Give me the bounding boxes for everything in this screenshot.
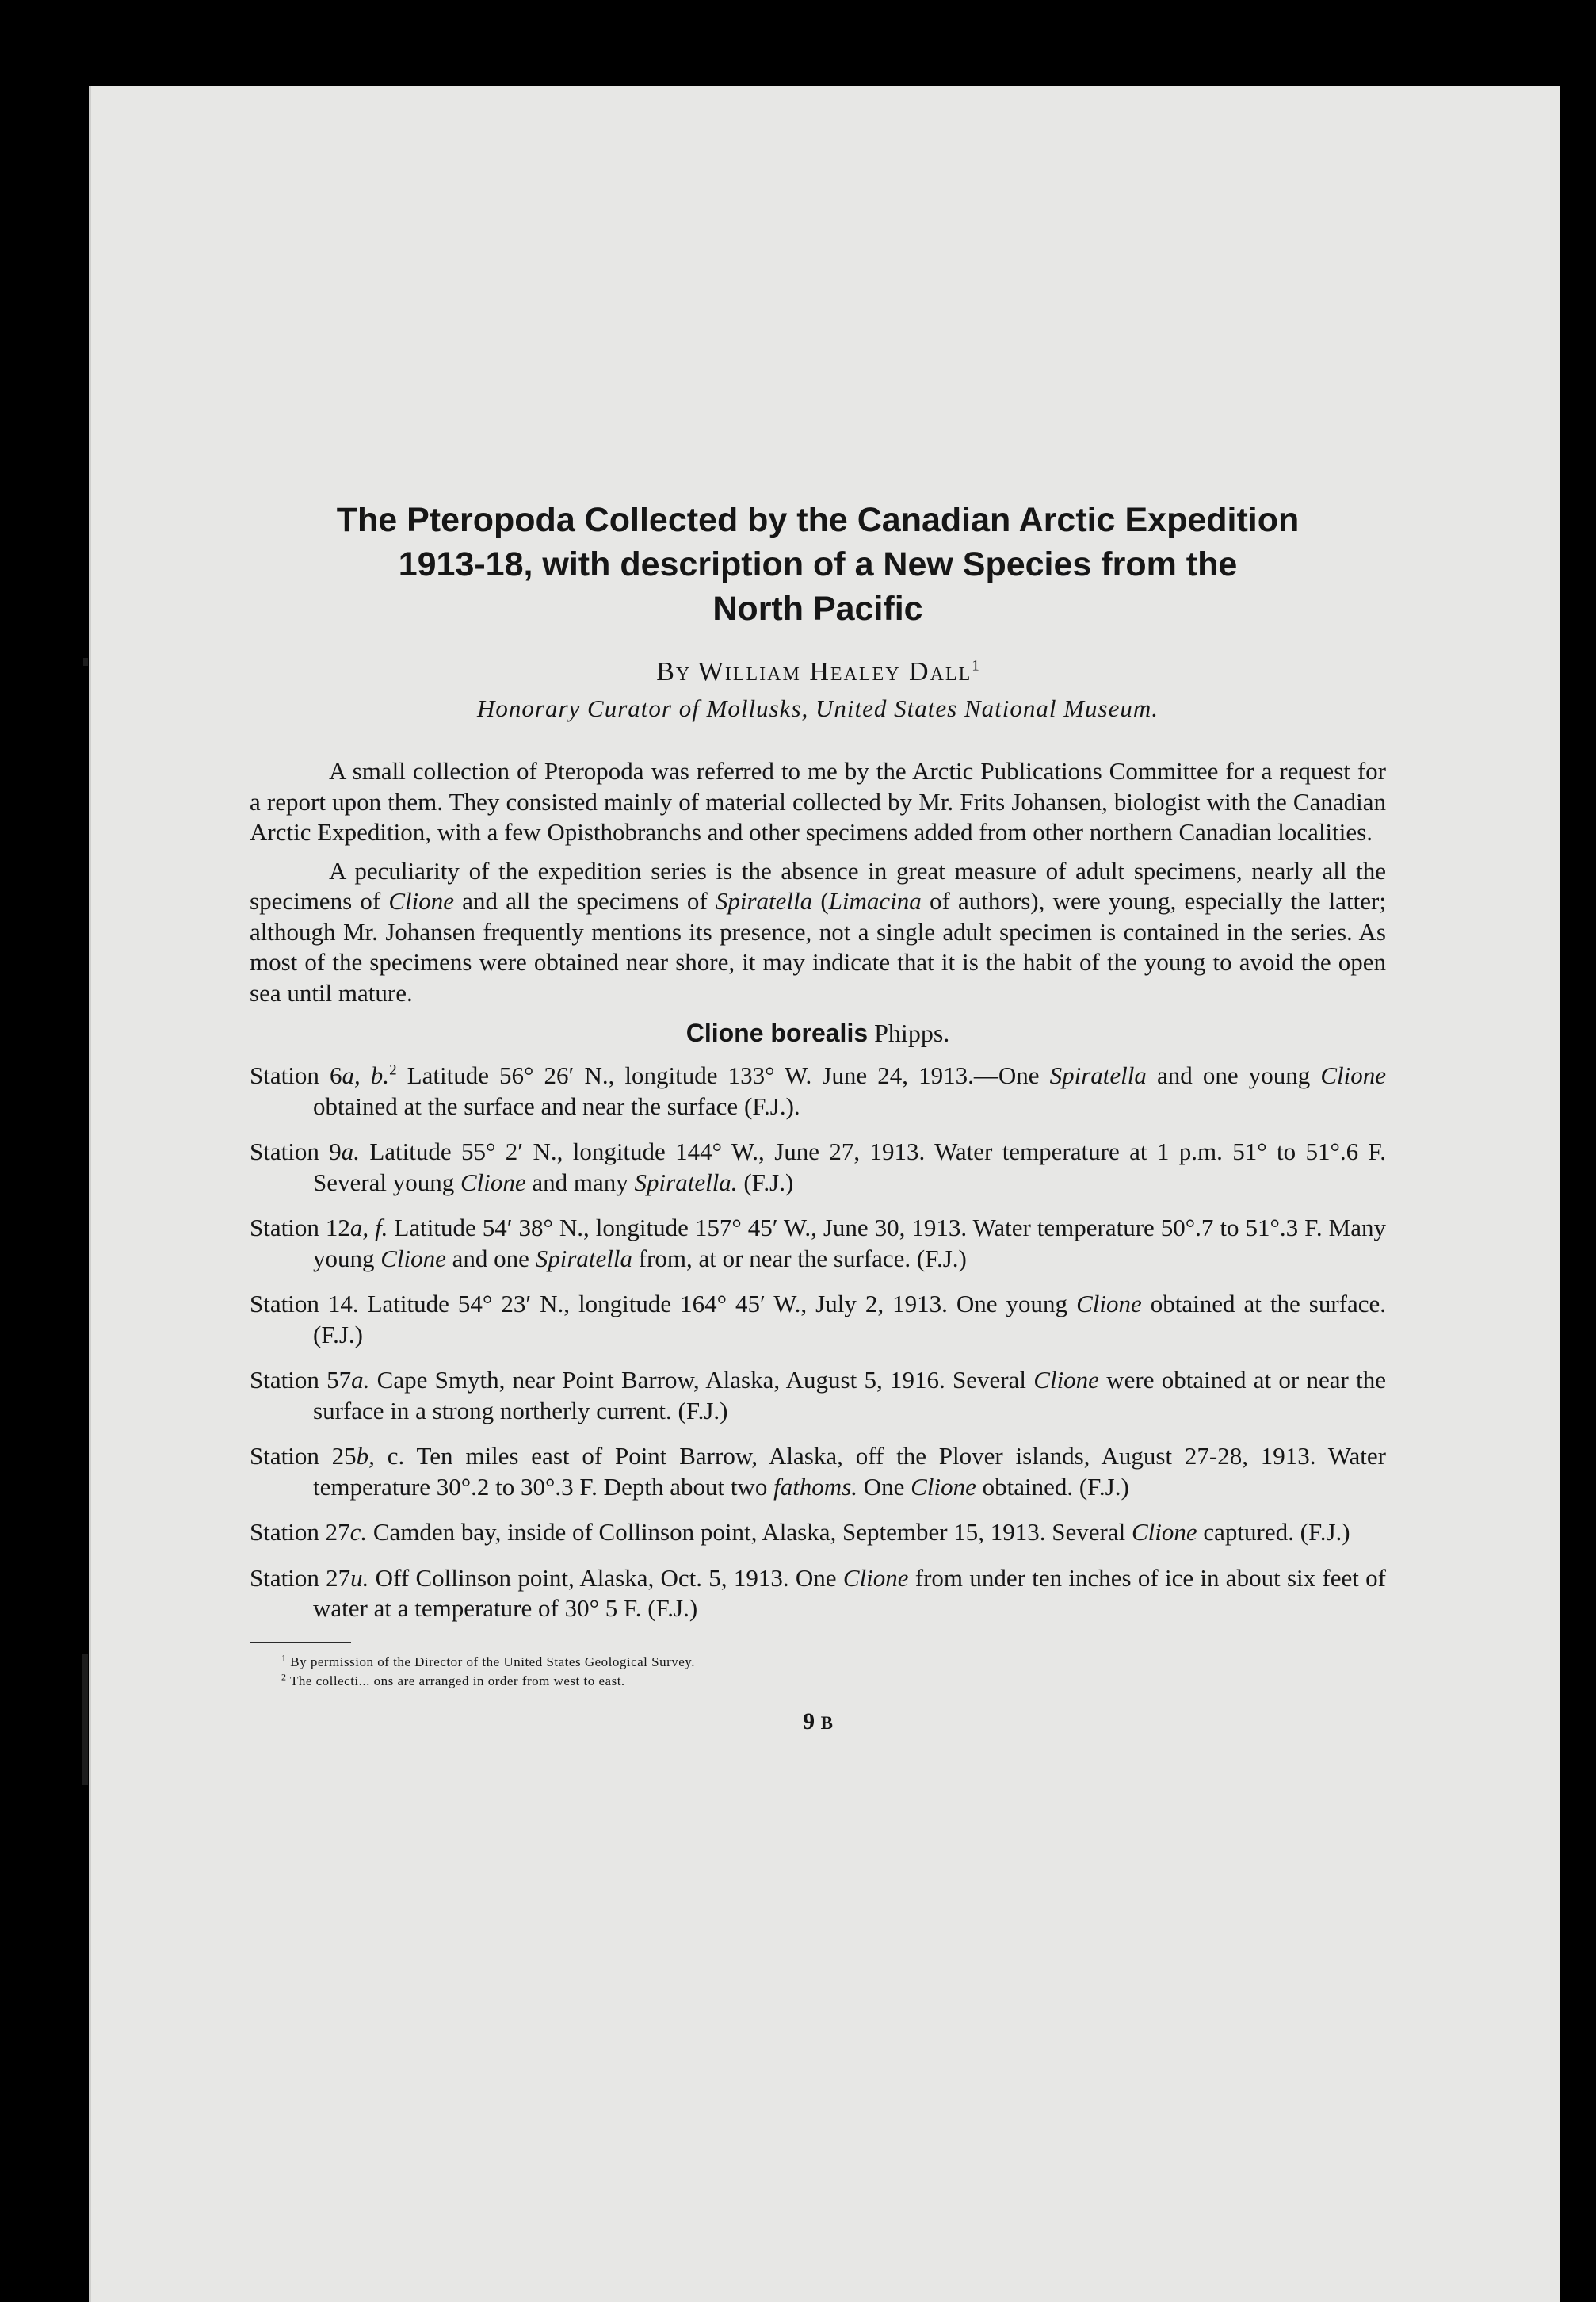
binding-mark — [82, 1654, 88, 1785]
station-entry: Station 14. Latitude 54° 23′ N., longitude 164° 45′ W., July 2, 1913. One young Clione obtained at the surface. (F.J.) — [250, 1290, 1387, 1348]
title-line: 1913-18, with description of a New Species from the — [398, 545, 1238, 583]
author-name: William Healey Dall — [697, 657, 972, 686]
article-title — [250, 498, 1386, 631]
footnote-ref: 1 — [972, 657, 979, 675]
station-entry: Station 57a. Cape Smyth, near Point Barrow, Alaska, August 5, 1916. Several Clione were obtained at or near the surface in a strong northerly current. (F.J.) — [250, 1366, 1386, 1424]
station-entry: Station 12a, f. Latitude 54′ 38° N., longitude 157° 45′ W., June 30, 1913. Water temperature 50°.7 to 51°.3 F. Many young Clione and one Spiratella from, at or near the surface. (F.J.) — [250, 1214, 1386, 1272]
footnote-rule — [250, 1642, 351, 1643]
binding-dot — [83, 658, 88, 666]
footnotes — [250, 1653, 1386, 1691]
station-entry: Station 6a, b.$^2$ Latitude 56° 26′ N., longitude 133° W. June 24, 1913.—One Spiratella and one young Clione obtained at the surface and near the surface (F.J.). — [250, 1061, 1387, 1120]
species-authority: Phipps. — [874, 1019, 950, 1047]
byline — [250, 655, 1386, 690]
station-entry: Station 27u. Off Collinson point, Alaska, Oct. 5, 1913. One Clione from under ten inches of ice in about six feet of water at a temperature of 30° 5 F. (F.J.) — [250, 1563, 1387, 1622]
document-page — [89, 86, 1560, 2302]
species-heading — [250, 1016, 1386, 1050]
intro-paragraph: A small collection of Pteropoda was referred to me by the Arctic Publications Committee for a request for a report upon them. They consisted mainly of material collected by Mr. Frits Johansen, biologist with the Canadian Arctic Expedition, with a few Opisthobranchs and other specimens added from other northern Canadian localities. — [250, 757, 1386, 846]
article-body — [250, 498, 1386, 1735]
footnote: $^1$ By permission of the Director of the United States Geological Survey. — [281, 1651, 695, 1669]
station-entry: Station 9a. Latitude 55° 2′ N., longitude 144° W., June 27, 1913. Water temperature at 1 p.m. 51° to 51°.6 F. Several young Clione and many Spiratella. (F.J.) — [250, 1138, 1386, 1196]
footnote: $^2$ The collecti... ons are arranged in order from west to east. — [281, 1670, 625, 1688]
peculiarity-paragraph: A peculiarity of the expedition series is the absence in great measure of adult specimens, nearly all the specimens of Clione and all the specimens of Spiratella (Limacina of authors), were young, especially the latter; although Mr. Johansen frequently mentions its presence, not a single adult specimen is contained in the series. As most of the specimens were obtained near shore, it may indicate that it is the habit of the young to avoid the open sea until mature. — [250, 856, 1386, 1007]
title-line: The Pteropoda Collected by the Canadian Arctic Expedition — [336, 501, 1300, 539]
station-entry: Station 25b, c. Ten miles east of Point Barrow, Alaska, off the Plover islands, August 27-28, 1913. Water temperature 30°.2 to 30°.3 F. Depth about two fathoms. One Clione obtained. (F.J.) — [250, 1442, 1386, 1501]
author-affiliation: Honorary Curator of Mollusks, United States National Museum. — [477, 694, 1159, 722]
station-entry: Station 27c. Camden bay, inside of Collinson point, Alaska, September 15, 1913. Several Clione captured. (F.J.) — [250, 1518, 1350, 1546]
byline-prefix: By — [656, 657, 692, 686]
species-name: Clione borealis — [685, 1019, 869, 1047]
title-line: North Pacific — [712, 590, 923, 628]
station-list — [250, 1061, 1386, 1624]
page-number: 9 B — [803, 1707, 833, 1734]
